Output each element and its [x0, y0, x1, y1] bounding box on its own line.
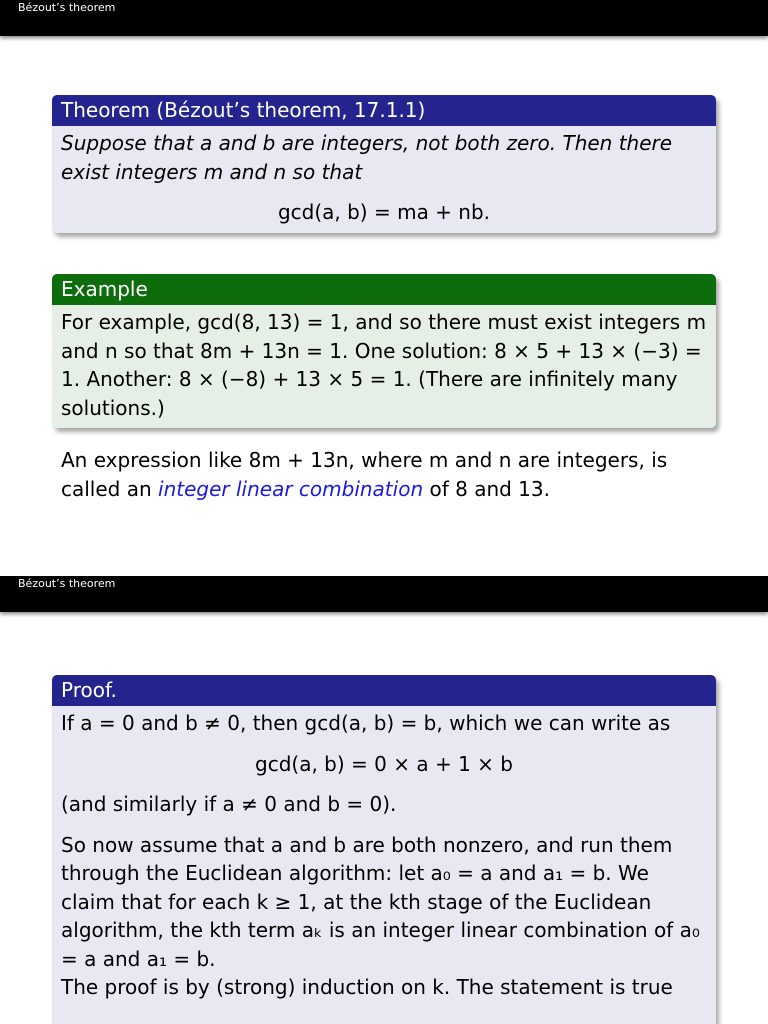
proof-title: Proof.	[52, 675, 716, 706]
theorem-display-equation: gcd(a, b) = ma + nb.	[277, 200, 491, 224]
proof-paragraph-2: So now assume that a and b are both nonzero, and run them through the Euclidean algorithm: let a₀ = a and a₁ = b. We claim that for each k ≥ 1, at the kth stage of the Euclidean algorithm, the kth term aₖ is an integer linear combination of a₀ = a and a₁ = b.	[61, 832, 700, 971]
proof-line-1: If a = 0 and b ≠ 0, then gcd(a, b) = b, which we can write as	[61, 711, 671, 735]
remark-text-after: of 8 and 13.	[423, 476, 550, 501]
proof-line-2: (and similarly if a ≠ 0 and b = 0).	[61, 792, 397, 816]
theorem-body	[52, 126, 716, 233]
slide-header-bar	[0, 576, 768, 612]
proof-paragraph-3: The proof is by (strong) induction on k. The statement is true	[61, 975, 673, 999]
remark-paragraph	[61, 446, 721, 503]
remark-text-before: An expression like 8m + 13n, where m and n are integers, is called an	[61, 448, 668, 501]
theorem-title: Theorem (Bézout’s theorem, 17.1.1)	[52, 95, 716, 126]
slide-header-bar	[0, 0, 768, 36]
example-block	[52, 274, 716, 428]
theorem-statement: Suppose that a and b are integers, not both zero. Then there exist integers m and n so that	[61, 131, 673, 184]
theorem-block	[52, 95, 716, 233]
slide-header-title: Bézout’s theorem	[18, 577, 116, 590]
slide-2	[0, 576, 768, 1024]
slide-header-title: Bézout’s theorem	[18, 1, 116, 14]
proof-body	[52, 706, 716, 1024]
example-title: Example	[52, 274, 716, 305]
example-text: For example, gcd(8, 13) = 1, and so there must exist integers m and n so that 8m + 13n = 1. One solution: 8 × 5 + 13 × (−3) = 1. Another: 8 × (−8) + 13 × 5 = 1. (There are infinitely many solutions.)	[52, 305, 716, 428]
proof-display-equation: gcd(a, b) = 0 × a + 1 × b	[255, 751, 513, 776]
proof-block	[52, 675, 716, 1024]
defined-term: integer linear combination	[158, 476, 424, 501]
